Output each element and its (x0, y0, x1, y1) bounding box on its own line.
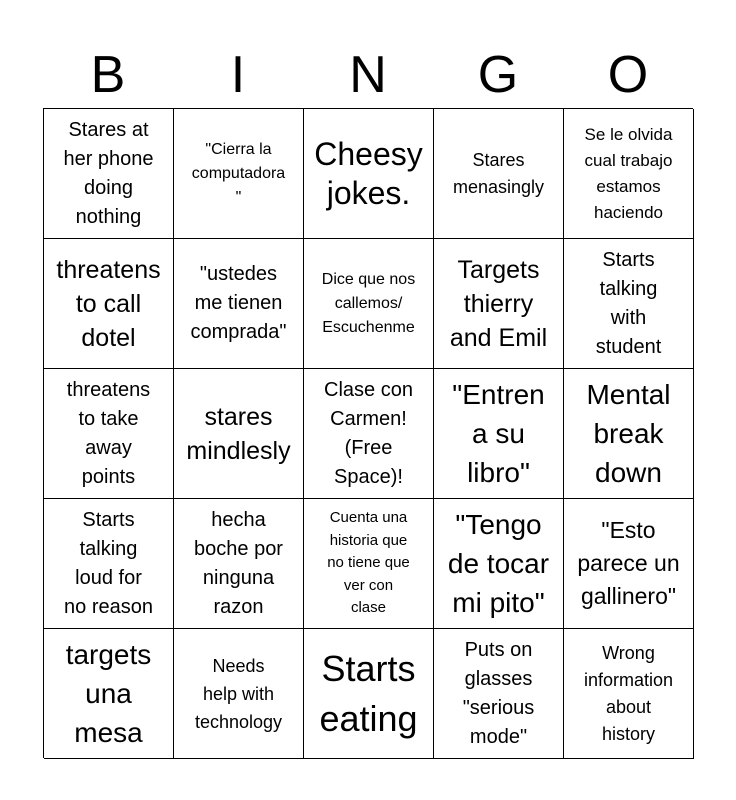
cell-text: targets una mesa (65, 639, 152, 748)
bingo-cell[interactable] (174, 499, 304, 629)
bingo-cell[interactable] (44, 499, 174, 629)
bingo-cell[interactable] (44, 239, 174, 369)
bingo-cell[interactable] (304, 629, 434, 759)
bingo-cell[interactable] (564, 499, 694, 629)
header-letter-n: N (349, 46, 387, 104)
bingo-cell[interactable] (304, 239, 434, 369)
bingo-cell[interactable] (434, 369, 564, 499)
bingo-cell[interactable] (304, 109, 434, 239)
cell-text: Needs help with technology (194, 655, 283, 732)
header-letter-g: G (477, 46, 519, 104)
cell-text: Se le olvida cual trabajo estamos haciendo (584, 124, 673, 222)
cell-text: "Esto parece un gallinero" (577, 517, 680, 609)
bingo-card (43, 108, 693, 758)
cell-text: Starts talking loud for no reason (64, 508, 153, 618)
cell-text: "Entren a su libro" (452, 379, 545, 488)
cell-text: Puts on glasses "serious mode" (462, 638, 535, 748)
bingo-cell[interactable] (44, 629, 174, 759)
bingo-cell[interactable] (434, 629, 564, 759)
header-letter-i: I (230, 46, 246, 104)
bingo-cell[interactable] (434, 239, 564, 369)
cell-text: Dice que nos callemos/ Escuchenme (321, 270, 416, 336)
free-space-cell[interactable] (304, 369, 434, 499)
bingo-cell[interactable] (174, 369, 304, 499)
cell-text: Starts talking with student (595, 248, 662, 358)
cell-text: Targets thierry and Emil (449, 255, 548, 352)
cell-text: Starts eating (319, 647, 418, 739)
cell-text: hecha boche por ninguna razon (194, 508, 283, 618)
cell-text: threatens to call dotel (56, 255, 161, 352)
bingo-cell[interactable] (564, 239, 694, 369)
bingo-cell[interactable] (174, 109, 304, 239)
cell-text: stares mindlesly (186, 402, 291, 465)
cell-text: "ustedes me tienen comprada" (190, 263, 287, 343)
cell-text: Cuenta una historia que no tiene que ver con clase (327, 509, 410, 617)
bingo-cell[interactable] (174, 629, 304, 759)
header-letter-b: B (90, 46, 126, 104)
cell-text: Wrong information about history (583, 642, 674, 744)
header-letter-o: O (607, 46, 649, 104)
cell-text: "Cierra la computadora " (191, 140, 286, 206)
bingo-cell[interactable] (44, 109, 174, 239)
bingo-cell[interactable] (304, 499, 434, 629)
cell-text: Stares at her phone doing nothing (63, 118, 154, 228)
cell-text: threatens to take away points (66, 378, 151, 488)
bingo-cell[interactable] (564, 369, 694, 499)
bingo-cell[interactable] (564, 109, 694, 239)
cell-text: "Tengo de tocar mi pito" (447, 509, 550, 618)
cell-text: Stares menasingly (452, 149, 545, 197)
cell-text: Mental break down (586, 379, 671, 488)
bingo-cell[interactable] (44, 369, 174, 499)
bingo-cell[interactable] (434, 499, 564, 629)
bingo-cell[interactable] (564, 629, 694, 759)
bingo-cell[interactable] (174, 239, 304, 369)
bingo-header (43, 44, 693, 106)
cell-text: Clase con Carmen! (Free Space)! (324, 378, 413, 488)
cell-text: Cheesy jokes. (314, 135, 423, 211)
bingo-cell[interactable] (434, 109, 564, 239)
